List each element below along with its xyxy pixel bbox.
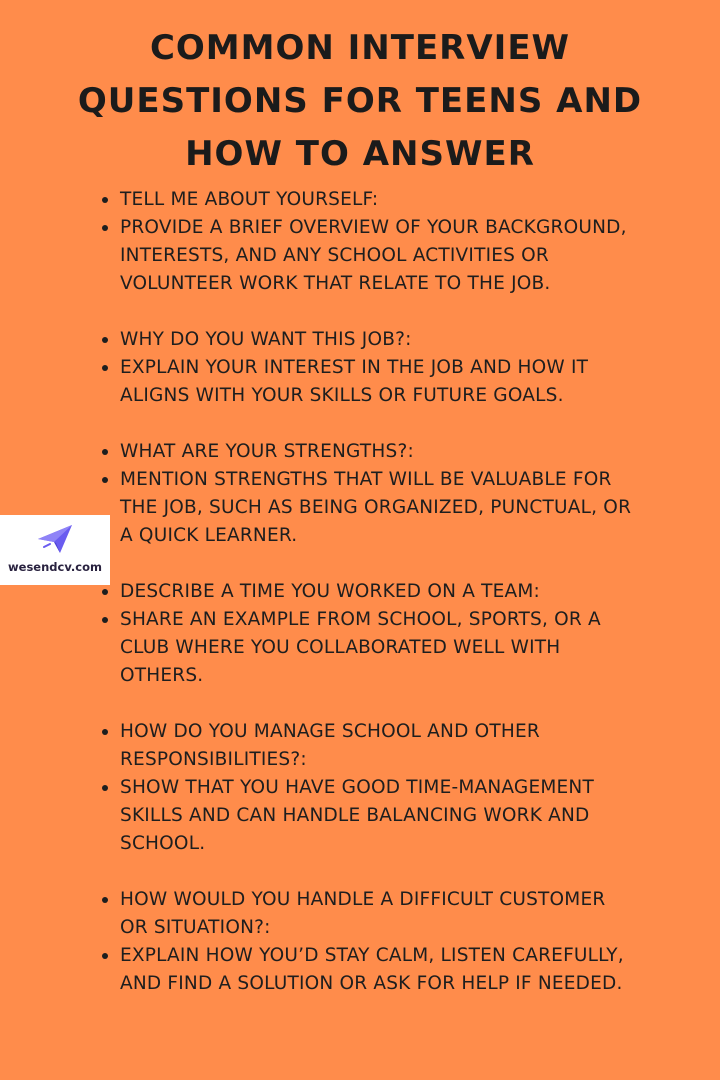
answer-line: A QUICK LEARNER. [120, 525, 298, 546]
answer-line: PROVIDE A BRIEF OVERVIEW OF YOUR BACKGROUND, [120, 217, 627, 238]
question-section [0, 578, 720, 690]
answer-line: THE JOB, SUCH AS BEING ORGANIZED, PUNCTUAL, OR [120, 497, 632, 518]
question-item [0, 326, 720, 354]
title-line-3: HOW TO ANSWER [185, 134, 535, 174]
answer-line: SHARE AN EXAMPLE FROM SCHOOL, SPORTS, OR A [120, 609, 601, 630]
question-text: HOW DO YOU MANAGE SCHOOL AND OTHER [120, 721, 540, 742]
answer-line: OTHERS. [120, 665, 204, 686]
question-text: WHY DO YOU WANT THIS JOB?: [120, 329, 412, 350]
question-text: OR SITUATION?: [120, 917, 271, 938]
question-text: TELL ME ABOUT YOURSELF: [120, 189, 379, 210]
question-item [0, 886, 720, 942]
page-title [0, 22, 720, 181]
bullet-icon [102, 337, 108, 343]
answer-line: AND FIND A SOLUTION OR ASK FOR HELP IF NEEDED. [120, 973, 623, 994]
answer-line: SHOW THAT YOU HAVE GOOD TIME-MANAGEMENT [120, 777, 594, 798]
answer-item [0, 214, 720, 298]
answer-line: EXPLAIN YOUR INTEREST IN THE JOB AND HOW IT [120, 357, 589, 378]
answer-line: EXPLAIN HOW YOU’D STAY CALM, LISTEN CAREFULLY, [120, 945, 624, 966]
title-line-2: QUESTIONS FOR TEENS AND [77, 81, 643, 121]
answer-item [0, 354, 720, 410]
bullet-icon [102, 785, 108, 791]
answer-line: CLUB WHERE YOU COLLABORATED WELL WITH [120, 637, 561, 658]
bullet-icon [102, 617, 108, 623]
question-section [0, 326, 720, 410]
question-text: DESCRIBE A TIME YOU WORKED ON A TEAM: [120, 581, 540, 602]
bullet-icon [102, 953, 108, 959]
answer-item [0, 606, 720, 690]
answer-line: ALIGNS WITH YOUR SKILLS OR FUTURE GOALS. [120, 385, 564, 406]
bullet-icon [102, 897, 108, 903]
question-section [0, 718, 720, 858]
bullet-icon [102, 365, 108, 371]
bullet-icon [102, 225, 108, 231]
answer-item [0, 942, 720, 998]
question-text: RESPONSIBILITIES?: [120, 749, 307, 770]
bullet-icon [102, 729, 108, 735]
bullet-icon [102, 197, 108, 203]
title-line-1: COMMON INTERVIEW [149, 28, 571, 68]
question-item [0, 186, 720, 214]
question-section [0, 886, 720, 998]
bullet-icon [102, 449, 108, 455]
question-text: WHAT ARE YOUR STRENGTHS?: [120, 441, 414, 462]
question-item [0, 718, 720, 774]
bullet-icon [102, 477, 108, 483]
brand-logo [0, 515, 110, 585]
answer-line: MENTION STRENGTHS THAT WILL BE VALUABLE FOR [120, 469, 612, 490]
question-text: HOW WOULD YOU HANDLE A DIFFICULT CUSTOMER [120, 889, 606, 910]
answer-item [0, 774, 720, 858]
answer-line: INTERESTS, AND ANY SCHOOL ACTIVITIES OR [120, 245, 549, 266]
bullet-icon [102, 589, 108, 595]
answer-line: SCHOOL. [120, 833, 206, 854]
paper-plane-icon [36, 523, 74, 555]
question-item [0, 438, 720, 466]
question-list [0, 186, 720, 1026]
logo-text: wesendcv.com [8, 560, 102, 574]
answer-line: SKILLS AND CAN HANDLE BALANCING WORK AND [120, 805, 590, 826]
answer-line: VOLUNTEER WORK THAT RELATE TO THE JOB. [120, 273, 551, 294]
question-section [0, 186, 720, 298]
